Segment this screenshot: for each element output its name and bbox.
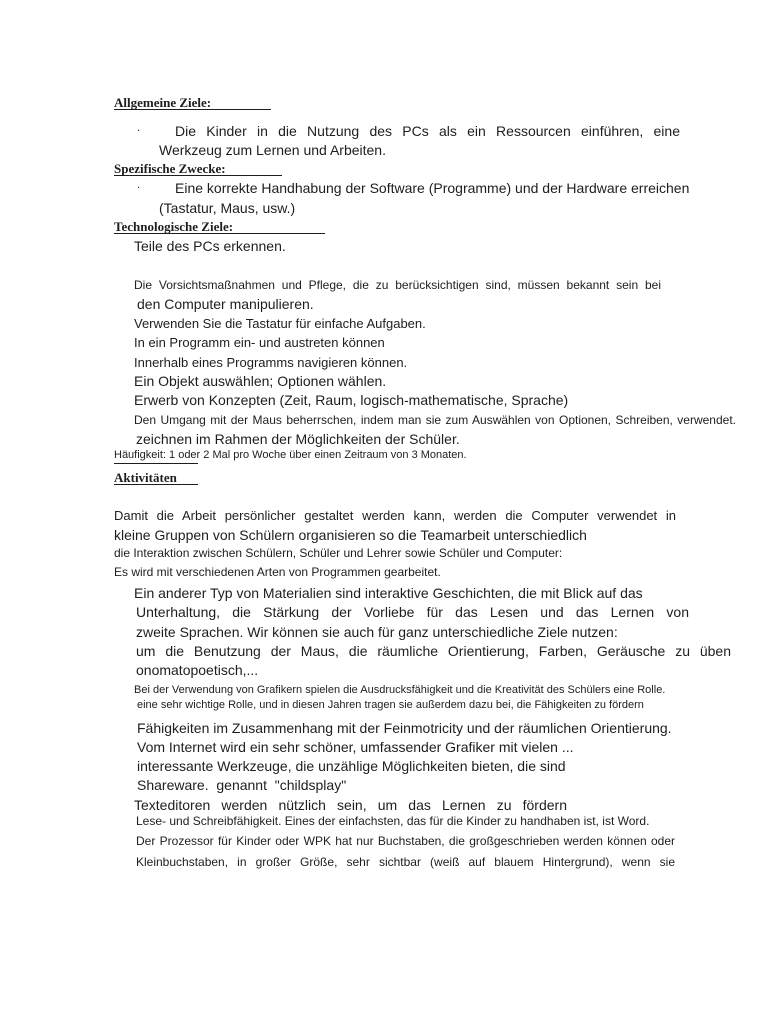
list-item: Bei der Verwendung von Grafikern spielen die Ausdrucksfähigkeit und die Kreativität des Schülers eine Rolle. (134, 684, 666, 696)
list-item-continuation: zeichnen im Rahmen der Möglichkeiten der Schüler. (136, 431, 460, 447)
heading-technologische-ziele: Technologische Ziele: (114, 219, 234, 234)
bullet-dot: · (137, 126, 141, 137)
bullet-dot: · (137, 183, 141, 194)
paragraph-line: Eine korrekte Handhabung der Software (Programme) und der Hardware erreichen (175, 180, 690, 196)
heading-underline (114, 233, 325, 234)
heading-aktivitaeten: Aktivitäten (114, 470, 177, 485)
list-item: Verwenden Sie die Tastatur für einfache Aufgaben. (134, 316, 426, 331)
list-item: Erwerb von Konzepten (Zeit, Raum, logisch-mathematische, Sprache) (134, 392, 569, 408)
list-item: Den Umgang mit der Maus beherrschen, indem man sie zum Auswählen von Optionen, Schreiben, verwendet. (134, 413, 736, 427)
paragraph-line: interessante Werkzeuge, die unzählige Möglichkeiten bieten, die sind (137, 758, 566, 774)
list-item: Texteditoren werden nützlich sein, um das Lernen zu fördern (134, 797, 567, 813)
paragraph-line: Shareware. genannt "childsplay" (137, 777, 347, 793)
list-item: In ein Programm ein- und austreten können (134, 335, 385, 350)
list-item: Teile des PCs erkennen. (134, 238, 286, 254)
paragraph-line: Lese- und Schreibfähigkeit. Eines der einfachsten, das für die Kinder zu handhaben ist, ist Word. (136, 814, 650, 828)
heading-allgemeine-ziele: Allgemeine Ziele: (114, 95, 212, 110)
list-item: Ein Objekt auswählen; Optionen wählen. (134, 373, 387, 389)
heading-underline (114, 175, 282, 176)
frequency-note: Häufigkeit: 1 oder 2 Mal pro Woche über einen Zeitraum von 3 Monaten. (114, 449, 467, 461)
paragraph-line: Kleinbuchstaben, in großer Größe, sehr sichtbar (weiß auf blauem Hintergrund), wenn sie (136, 855, 675, 869)
paragraph-line: Fähigkeiten im Zusammenhang mit der Feinmotricity und der räumlichen Orientierung. (137, 720, 672, 736)
paragraph-line: eine sehr wichtige Rolle, und in diesen Jahren tragen sie außerdem dazu bei, die Fähigkeiten zu fördern (137, 699, 644, 711)
paragraph-line: (Tastatur, Maus, usw.) (159, 200, 296, 216)
list-item-continuation: den Computer manipulieren. (137, 296, 314, 312)
list-item: Die Vorsichtsmaßnahmen und Pflege, die zu berücksichtigen sind, müssen bekannt sein bei (134, 278, 661, 292)
paragraph-line: Damit die Arbeit persönlicher gestaltet werden kann, werden die Computer verwendet in (114, 508, 676, 523)
heading-underline (114, 109, 271, 110)
paragraph-line: zweite Sprachen. Wir können sie auch für ganz unterschiedliche Ziele nutzen: (136, 624, 618, 640)
paragraph-line: Unterhaltung, die Stärkung der Vorliebe für das Lesen und das Lernen von (136, 604, 689, 620)
list-item: Ein anderer Typ von Materialien sind interaktive Geschichten, die mit Blick auf das (134, 585, 643, 601)
paragraph-line: Werkzeug zum Lernen und Arbeiten. (159, 142, 386, 158)
paragraph-line: kleine Gruppen von Schülern organisieren so die Teamarbeit unterschiedlich (114, 527, 587, 543)
list-item: Innerhalb eines Programms navigieren können. (134, 355, 408, 370)
paragraph-line: Es wird mit verschiedenen Arten von Programmen gearbeitet. (114, 565, 441, 579)
paragraph-line: Die Kinder in die Nutzung des PCs als ein Ressourcen einführen, eine (175, 123, 680, 139)
paragraph-line: Vom Internet wird ein sehr schöner, umfassender Grafiker mit vielen ... (137, 739, 574, 755)
paragraph-line: um die Benutzung der Maus, die räumliche Orientierung, Farben, Geräusche zu üben (136, 643, 731, 659)
paragraph-line: onomatopoetisch,... (136, 662, 259, 678)
heading-spezifische-zwecke: Spezifische Zwecke: (114, 161, 226, 176)
heading-underline (114, 484, 198, 485)
frequency-underline (114, 463, 198, 464)
paragraph-line: Der Prozessor für Kinder oder WPK hat nur Buchstaben, die großgeschrieben werden können oder (136, 834, 675, 848)
paragraph-line: die Interaktion zwischen Schülern, Schüler und Lehrer sowie Schüler und Computer: (114, 546, 563, 560)
